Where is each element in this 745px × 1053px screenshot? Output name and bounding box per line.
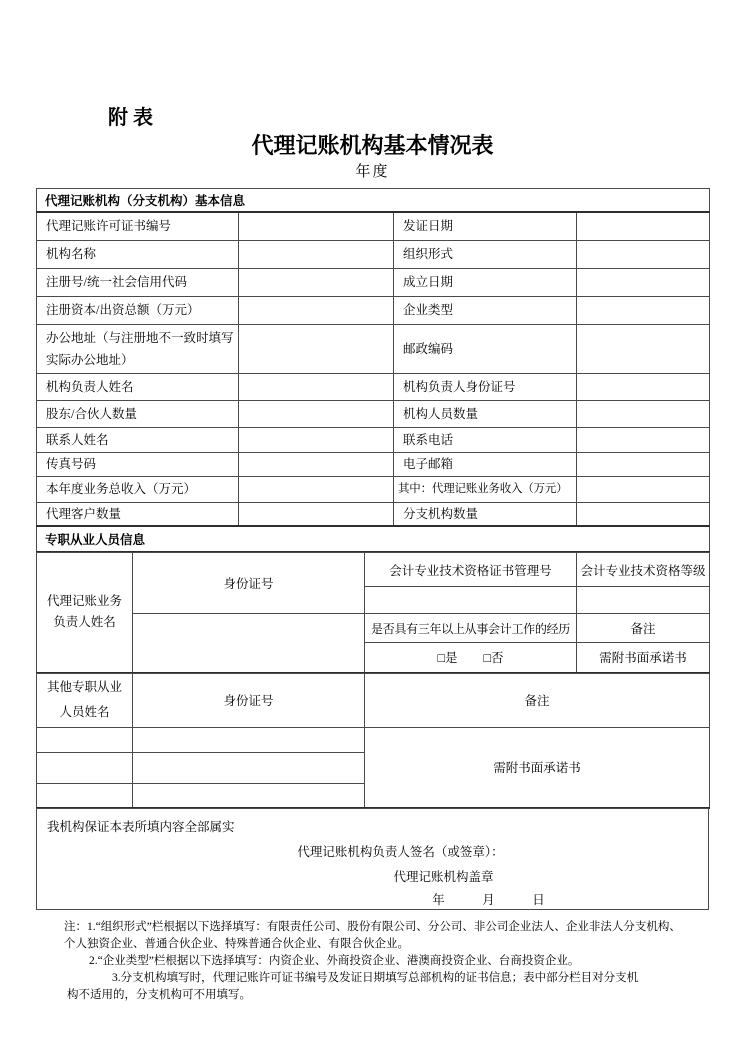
table-row <box>37 296 710 324</box>
field-label: 成立日期 <box>394 268 577 296</box>
field-label: 本年度业务总收入（万元） <box>37 476 239 502</box>
commitment-note: 需附书面承诺书 <box>365 727 710 808</box>
table-row <box>37 373 710 400</box>
input-cell[interactable] <box>37 783 133 808</box>
field-label: 发证日期 <box>394 212 577 240</box>
input-cell[interactable] <box>577 400 710 427</box>
table-row <box>37 324 710 373</box>
other-staff-name-label: 其他专职从业人员姓名 <box>37 673 133 727</box>
input-cell[interactable] <box>577 587 710 614</box>
field-label: 机构人员数量 <box>394 400 577 427</box>
experience-label: 是否具有三年以上从事会计工作的经历 <box>365 614 577 643</box>
input-cell[interactable] <box>239 324 394 373</box>
page-subtitle: 年度 <box>355 164 390 180</box>
field-label: 组织形式 <box>394 240 577 268</box>
input-cell[interactable] <box>133 752 365 783</box>
input-cell[interactable] <box>365 587 577 614</box>
seal-line-label: 代理记账机构盖章 <box>393 870 494 884</box>
cert-number-label: 会计专业技术资格证书管理号 <box>365 553 577 587</box>
field-label: 传真号码 <box>37 452 239 476</box>
input-cell[interactable] <box>577 212 710 240</box>
field-label: 其中：代理记账业务收入（万元） <box>394 476 577 502</box>
note-line: 构不适用的，分支机构可不用填写。 <box>67 989 251 1001</box>
other-staff-table <box>36 673 710 810</box>
field-label: 代理记账许可证书编号 <box>37 212 239 240</box>
input-cell[interactable] <box>133 614 365 673</box>
table-row <box>37 727 710 752</box>
remark-label: 备注 <box>577 614 710 643</box>
input-cell[interactable] <box>577 324 710 373</box>
input-cell[interactable] <box>577 427 710 452</box>
signature-line-label: 代理记账机构负责人签名（或签章）： <box>297 845 504 859</box>
input-cell[interactable] <box>239 240 394 268</box>
checkbox-no-option[interactable]: □否 <box>483 651 504 666</box>
table-row <box>37 212 710 240</box>
input-cell[interactable] <box>239 452 394 476</box>
experience-options-cell <box>365 643 577 673</box>
manager-staff-table <box>36 552 710 674</box>
checkbox-yes-option[interactable]: □是 <box>437 651 458 666</box>
field-label: 机构负责人身份证号 <box>394 373 577 400</box>
field-label: 分支机构数量 <box>394 502 577 526</box>
page-title: 代理记账机构基本情况表 <box>251 133 494 158</box>
field-label: 机构负责人姓名 <box>37 373 239 400</box>
input-cell[interactable] <box>577 373 710 400</box>
input-cell[interactable] <box>239 427 394 452</box>
footnotes <box>0 919 745 1004</box>
field-label: 机构名称 <box>37 240 239 268</box>
input-cell[interactable] <box>577 502 710 526</box>
input-cell[interactable] <box>577 452 710 476</box>
input-cell[interactable] <box>37 727 133 752</box>
declaration-statement: 我机构保证本表所填内容全部属实 <box>47 820 235 834</box>
input-cell[interactable] <box>133 783 365 808</box>
remark-label: 备注 <box>365 673 710 727</box>
declaration-cell <box>37 809 709 910</box>
input-cell[interactable] <box>239 212 394 240</box>
input-cell[interactable] <box>239 373 394 400</box>
cert-level-label: 会计专业技术资格等级 <box>577 553 710 587</box>
field-label: 办公地址（与注册地不一致时填写实际办公地址） <box>37 324 239 373</box>
table-row <box>37 240 710 268</box>
field-label: 企业类型 <box>394 296 577 324</box>
table-row <box>37 427 710 452</box>
input-cell[interactable] <box>133 727 365 752</box>
input-cell[interactable] <box>239 502 394 526</box>
input-cell[interactable] <box>239 268 394 296</box>
field-label: 联系人姓名 <box>37 427 239 452</box>
basic-info-section-header: 代理记账机构（分支机构）基本信息 <box>37 189 710 213</box>
input-cell[interactable] <box>239 476 394 502</box>
table-row <box>37 400 710 427</box>
input-cell[interactable] <box>577 476 710 502</box>
input-cell[interactable] <box>239 400 394 427</box>
table-row <box>37 476 710 502</box>
date-line-label: 年 月 日 <box>432 893 545 907</box>
input-cell[interactable] <box>577 296 710 324</box>
note-line: 个人独资企业、普通合伙企业、特殊普通合伙企业、有限合伙企业。 <box>64 938 409 950</box>
id-number-label: 身份证号 <box>133 553 365 614</box>
declaration-table <box>36 808 709 910</box>
input-cell[interactable] <box>239 296 394 324</box>
basic-info-table <box>36 188 710 553</box>
id-number-label: 身份证号 <box>133 673 365 727</box>
page-label: 附表 <box>108 107 158 129</box>
field-label: 代理客户数量 <box>37 502 239 526</box>
staff-info-section-header: 专职从业人员信息 <box>37 526 710 552</box>
note-line: 注：1.“组织形式”栏根据以下选择填写：有限责任公司、股份有限公司、分公司、非公司企业法人、企业非法人分支机构、 <box>64 921 681 933</box>
note-line: 2.“企业类型”栏根据以下选择填写：内资企业、外商投资企业、港澳商投资企业、台商投资企业。 <box>89 955 580 967</box>
field-label: 联系电话 <box>394 427 577 452</box>
table-row <box>37 502 710 526</box>
field-label: 股东/合伙人数量 <box>37 400 239 427</box>
commitment-note: 需附书面承诺书 <box>577 643 710 673</box>
field-label: 注册资本/出资总额（万元） <box>37 296 239 324</box>
input-cell[interactable] <box>37 752 133 783</box>
table-row <box>37 452 710 476</box>
input-cell[interactable] <box>577 268 710 296</box>
field-label: 注册号/统一社会信用代码 <box>37 268 239 296</box>
note-line: 3.分支机构填写时，代理记账许可证书编号及发证日期填写总部机构的证书信息；表中部分栏目对分支机 <box>112 972 639 984</box>
input-cell[interactable] <box>577 240 710 268</box>
field-label: 邮政编码 <box>394 324 577 373</box>
manager-name-label: 代理记账业务负责人姓名 <box>37 553 133 673</box>
field-label: 电子邮箱 <box>394 452 577 476</box>
table-row <box>37 268 710 296</box>
